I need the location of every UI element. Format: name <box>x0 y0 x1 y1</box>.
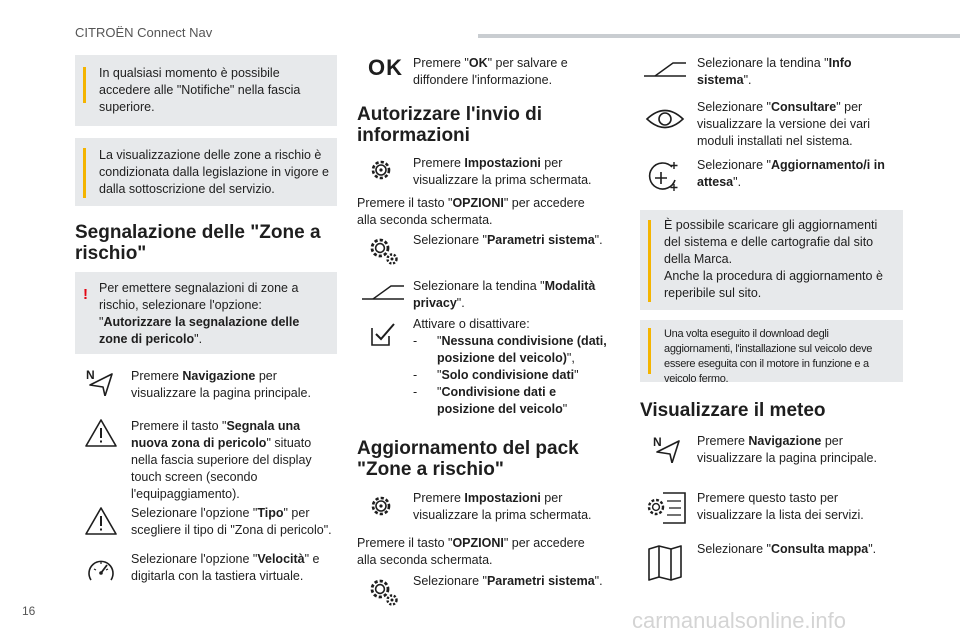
navigation-icon <box>653 435 683 468</box>
info-note: La visualizzazione delle zone a rischio è condizionata dalla legislazione in vigore e dalla sottoscrizione del servizio. <box>75 138 337 206</box>
warning-triangle-icon <box>84 506 118 541</box>
step-text: Premere Navigazione per visualizzare la pagina principale. <box>697 434 877 465</box>
update-icon <box>646 160 682 199</box>
step-text: Selezionare l'opzione "Velocità" e digitarla con la tastiera virtuale. <box>131 552 320 583</box>
step-text: Premere il tasto "Segnala una nuova zona di pericolo" situato nella fascia superiore del display touch screen (secondo l'equipaggiamento). <box>131 419 312 501</box>
settings-gear-icon <box>367 492 395 525</box>
step-text: Premere questo tasto per visualizzare la lista dei servizi. <box>697 491 864 522</box>
settings-gear-icon <box>367 156 395 189</box>
speedometer-icon <box>86 556 116 591</box>
step-text: Attivare o disattivare: - "Nessuna condivisione (dati, posizione del veicolo)", - "Solo condivisione dati" - "Condivisione dati e posizione del veicolo" <box>413 316 609 418</box>
navigation-icon <box>86 368 116 401</box>
list-item: - "Condivisione dati e posizione del veicolo" <box>413 384 609 418</box>
section-heading: Autorizzare l'invio di informazioni <box>357 104 543 146</box>
info-note: È possibile scaricare gli aggiornamenti del sistema e delle cartografie dal sito della Marca. Anche la procedura di aggiornamento è reperibile sul sito. <box>640 210 903 310</box>
step-text: Selezionare l'opzione "Tipo" per scegliere il tipo di "Zona di pericolo". <box>131 506 332 537</box>
exclamation-icon: ! <box>83 286 88 303</box>
step-text: Selezionare "Consultare" per visualizzare la versione dei vari moduli installati nel sistema. <box>697 100 870 148</box>
step-text: Premere Impostazioni per visualizzare la prima schermata. <box>413 491 592 522</box>
list-item: - "Nessuna condivisione (dati, posizione del veicolo)", <box>413 333 609 367</box>
step-text: Selezionare "Consulta mappa". <box>697 542 877 556</box>
watermark: carmanualsonline.info <box>632 608 847 633</box>
step-text: Premere Impostazioni per visualizzare la prima schermata. <box>413 156 592 187</box>
step-text: Premere il tasto "OPZIONI" per accedere alla seconda schermata. <box>357 196 585 227</box>
step-text: Premere il tasto "OPZIONI" per accedere alla seconda schermata. <box>357 536 585 567</box>
step-text: Premere Navigazione per visualizzare la pagina principale. <box>131 369 311 400</box>
step-text: Selezionare la tendina "Modalità privacy". <box>413 279 596 310</box>
list-item: - "Solo condivisione dati" <box>413 367 609 384</box>
dropdown-icon <box>361 285 405 306</box>
ok-icon: OK <box>368 55 403 80</box>
settings-gears-icon <box>366 574 400 613</box>
running-header: CITROËN Connect Nav <box>75 25 213 40</box>
step-text: Premere "OK" per salvare e diffondere l'informazione. <box>413 56 568 87</box>
step-text: Selezionare "Parametri sistema". <box>413 233 603 247</box>
section-heading: Aggiornamento del pack "Zone a rischio" <box>357 438 579 480</box>
section-heading: Segnalazione delle "Zone a rischio" <box>75 222 321 264</box>
eye-icon <box>645 106 685 137</box>
dropdown-icon <box>643 62 687 83</box>
section-heading: Visualizzare il meteo <box>640 400 826 421</box>
services-icon <box>645 491 687 530</box>
warning-note: ! Per emettere segnalazioni di zone a rischio, selezionare l'opzione: "Autorizzare la segnalazione delle zone di pericolo". <box>75 272 337 354</box>
header-bar <box>478 34 960 38</box>
checkbox-icon <box>369 320 397 353</box>
option-list <box>413 333 609 418</box>
step-text: Selezionare "Parametri sistema". <box>413 574 603 588</box>
map-icon <box>647 545 683 586</box>
step-text: Selezionare la tendina "Info sistema". <box>697 56 852 87</box>
svg-text:N: N <box>653 435 662 449</box>
info-note: Una volta eseguito il download degli aggiornamenti, l'installazione sul veicolo deve essere eseguita con il motore in funzione e a veicolo fermo. <box>640 320 903 382</box>
page-number: 16 <box>22 604 36 618</box>
settings-gears-icon <box>366 233 400 272</box>
step-text: Selezionare "Aggiornamento/i in attesa". <box>697 158 885 189</box>
svg-text:N: N <box>86 368 95 382</box>
warning-triangle-icon <box>84 418 118 453</box>
info-note: In qualsiasi momento è possibile accedere alle "Notifiche" nella fascia superiore. <box>75 55 337 126</box>
